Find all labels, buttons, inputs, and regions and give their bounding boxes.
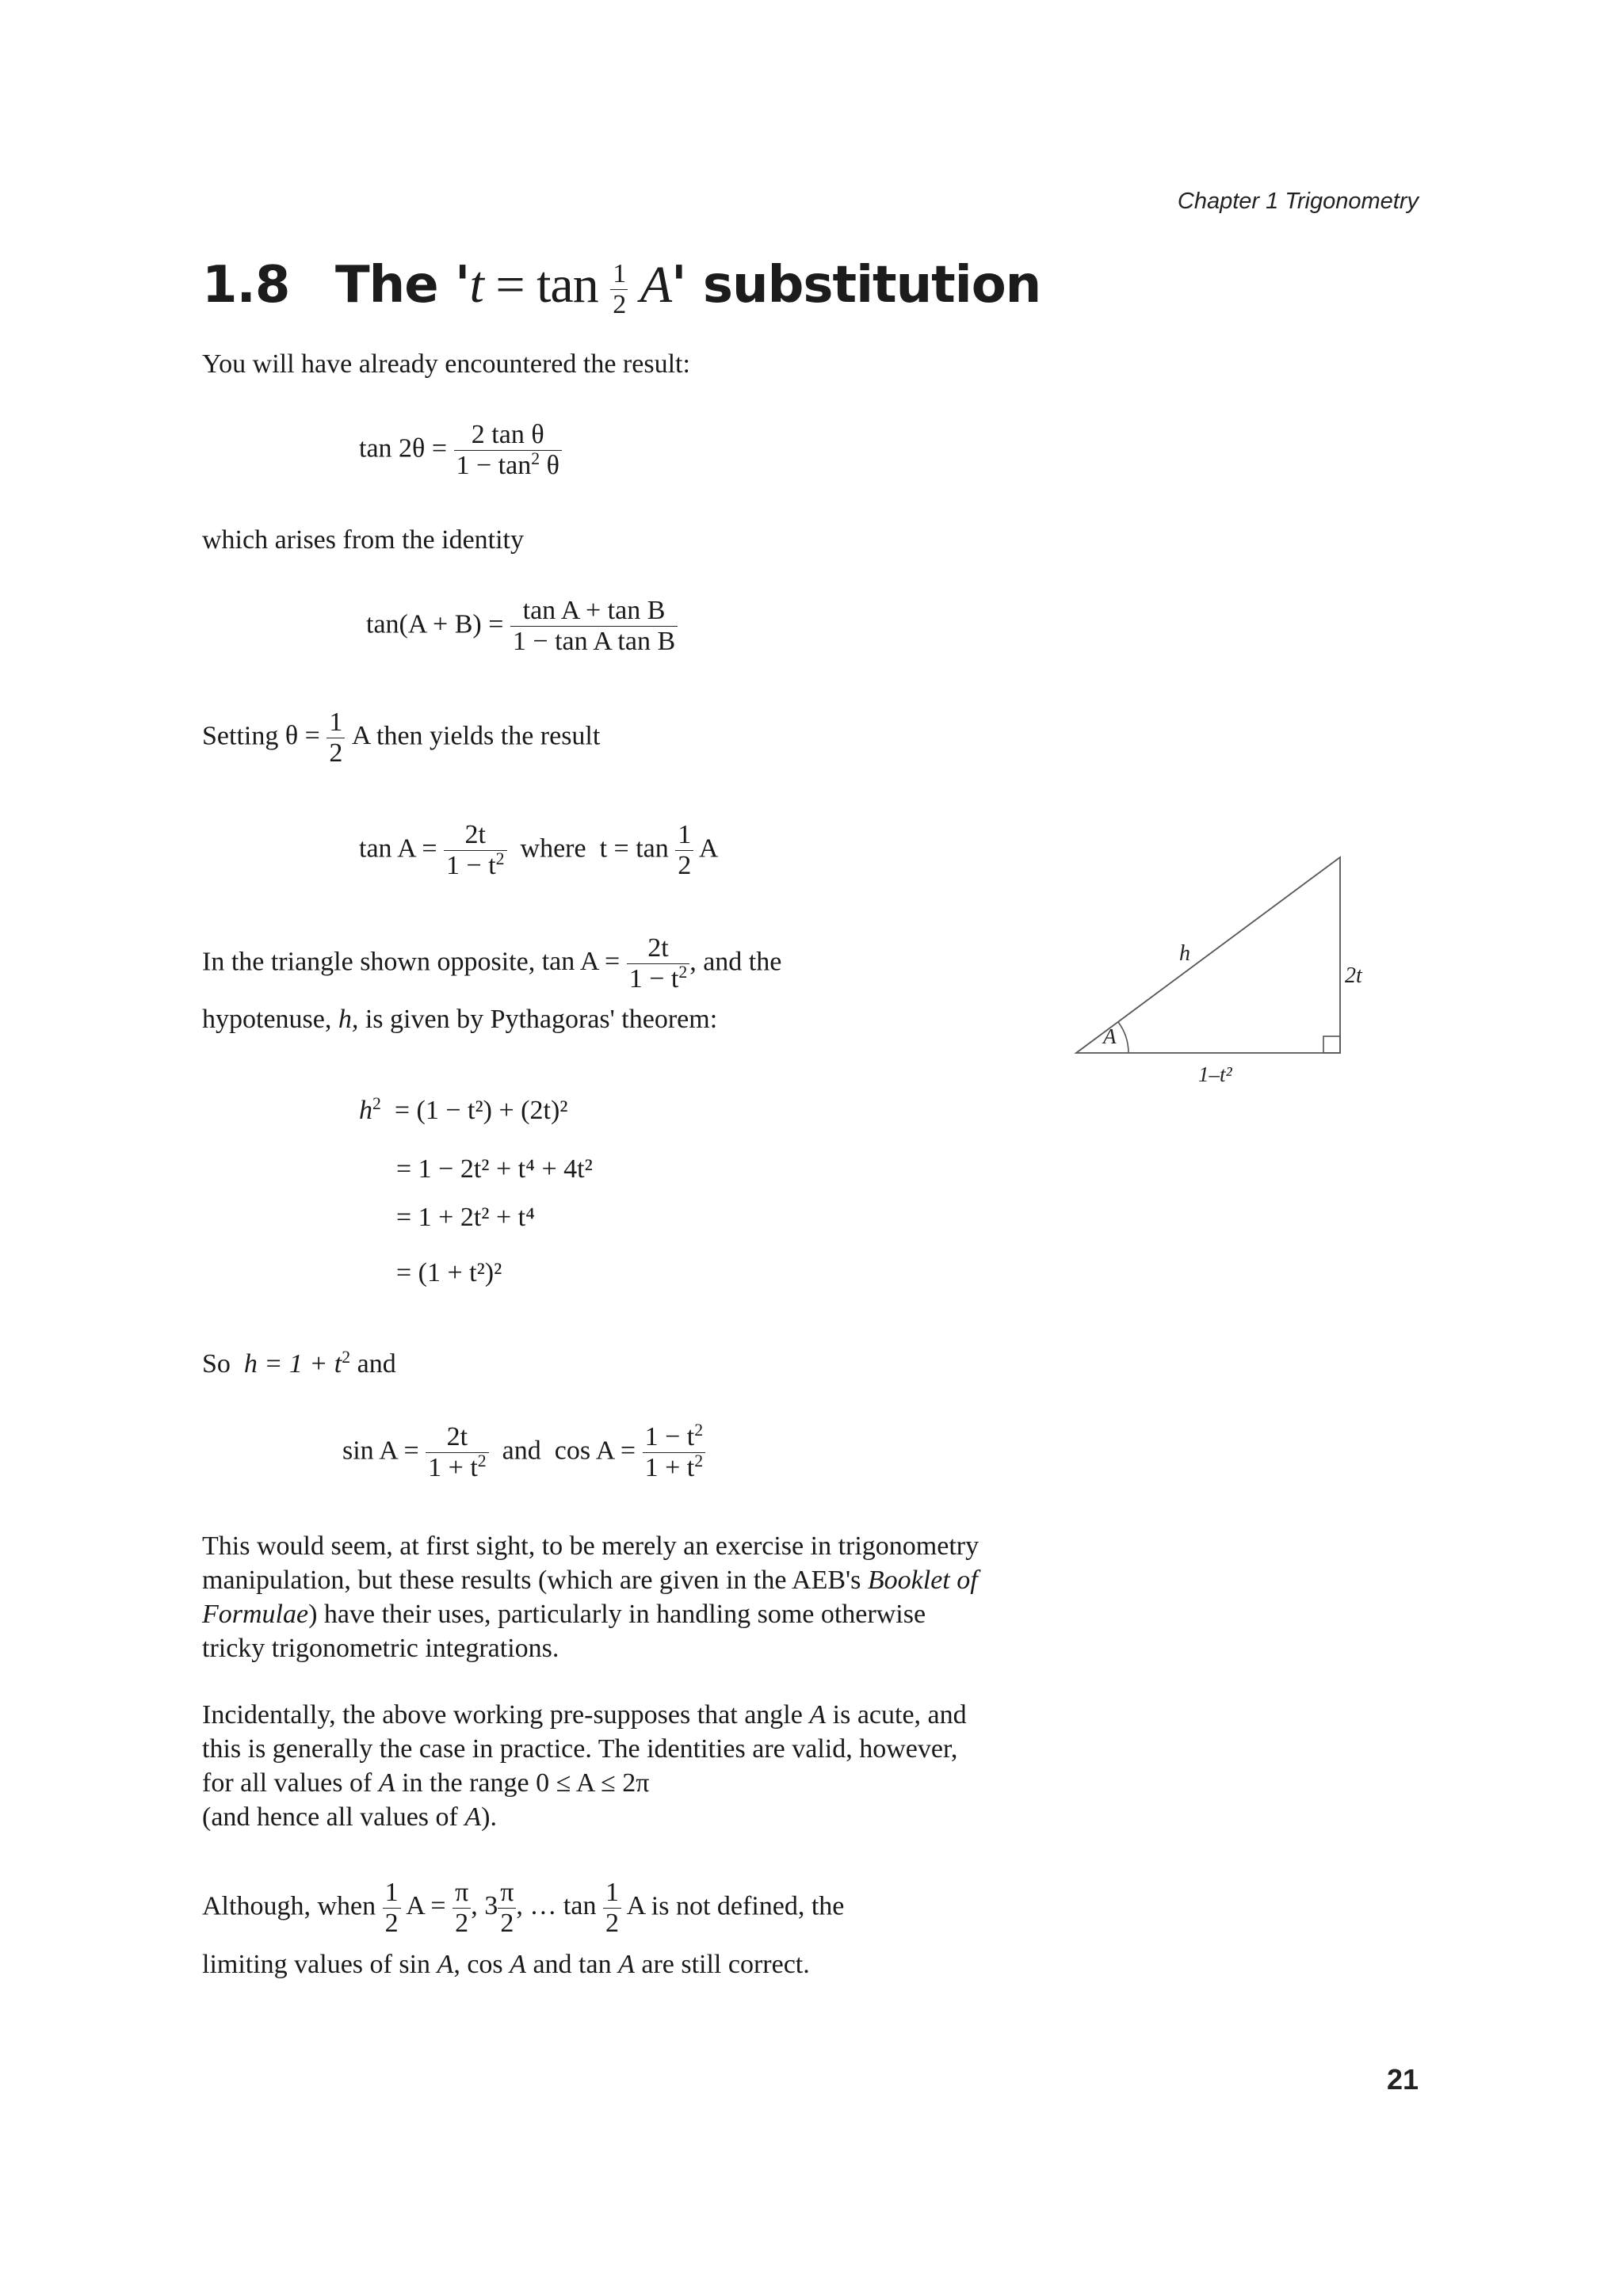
although-paragraph: Although, when $\frac{1}{2}$ A = $\frac{\pi}{2}$ , 3 $\frac{\pi}{2}$ , … tan $\frac{1}{2}$ A is not defined, the (202, 1878, 845, 1939)
hypotenuse-label: h (1179, 941, 1190, 966)
setting-paragraph: Setting θ = $\frac{1}{2}$ A then yields the result (202, 707, 601, 769)
triangle-paragraph: In the triangle shown opposite, tan A = $\frac{2t}{1 - t^2}$ , and the (202, 933, 782, 994)
opposite-label: 2t (1345, 963, 1362, 988)
section-title-pre: The ' (335, 256, 470, 315)
intro-paragraph: You will have already encountered the result: (202, 349, 690, 379)
limiting-values-paragraph: limiting values of sin A, cos A and tan A are still correct. (202, 1950, 810, 1979)
adjacent-label: 1–t² (1198, 1062, 1232, 1086)
pythagoras-line-1: $h^2 = (1 - t^2) + (2t)^2$ (359, 1094, 568, 1125)
pythagoras-line-4: = (1 + t²)² (396, 1258, 502, 1287)
sin-cos-formulas: sin A = $\frac{2t}{1 + t^2}$ and cos A = $\frac{1 - t^2}{1 + t^2}$ (342, 1422, 705, 1483)
identity-paragraph: which arises from the identity (202, 525, 525, 555)
section-title-post: ' substitution (671, 256, 1041, 315)
tan-a-result: tan A = $\frac{2t}{1 - t^2}$ where t = tan $\frac{1}{2}$ A (359, 820, 719, 881)
section-title (202, 255, 1041, 320)
triangle-outline (1076, 857, 1340, 1053)
pythagoras-line-3: = 1 + 2t² + t⁴ (396, 1203, 535, 1232)
so-paragraph: So $h = 1 + t^2$ and (202, 1348, 396, 1379)
double-angle-formula: tan 2θ = $\frac{\text{2 tan θ}}{1 - \tan^2 \theta}$ (359, 420, 562, 481)
angle-label: A (1103, 1024, 1117, 1048)
pythagoras-line-2: = 1 − 2t² + t⁴ + 4t² (396, 1154, 593, 1184)
right-angle-marker (1323, 1036, 1340, 1053)
acute-paragraph: Incidentally, the above working pre-supposes that angle A is acute, and this is generally the case in practice. The identities are valid, however, for all values of A in the range 0 ≤ A ≤ 2π (and hence all values of A). (202, 1700, 967, 1832)
exercise-paragraph: This would seem, at first sight, to be merely an exercise in trigonometry manipulation, but these results (which are given in the AEB's Booklet of Formulae) have their uses, particularly in handling some otherwise tricky trigonometric integrations. (202, 1531, 980, 1663)
section-number: 1.8 (202, 256, 290, 315)
running-head: Chapter 1 Trigonometry (1177, 189, 1419, 214)
right-triangle-diagram (1062, 840, 1395, 1093)
compound-angle-formula: tan(A + B) = $\frac{\text{tan A + tan B}}{\text{1 − tan A tan B}}$ (366, 596, 678, 657)
angle-arc (1118, 1022, 1128, 1053)
hypotenuse-paragraph: hypotenuse, h, is given by Pythagoras' theorem: (202, 1005, 718, 1034)
section-title-math: t = tan $\frac{1}{2}$ A (469, 256, 672, 320)
page-number: 21 (1386, 2063, 1419, 2096)
